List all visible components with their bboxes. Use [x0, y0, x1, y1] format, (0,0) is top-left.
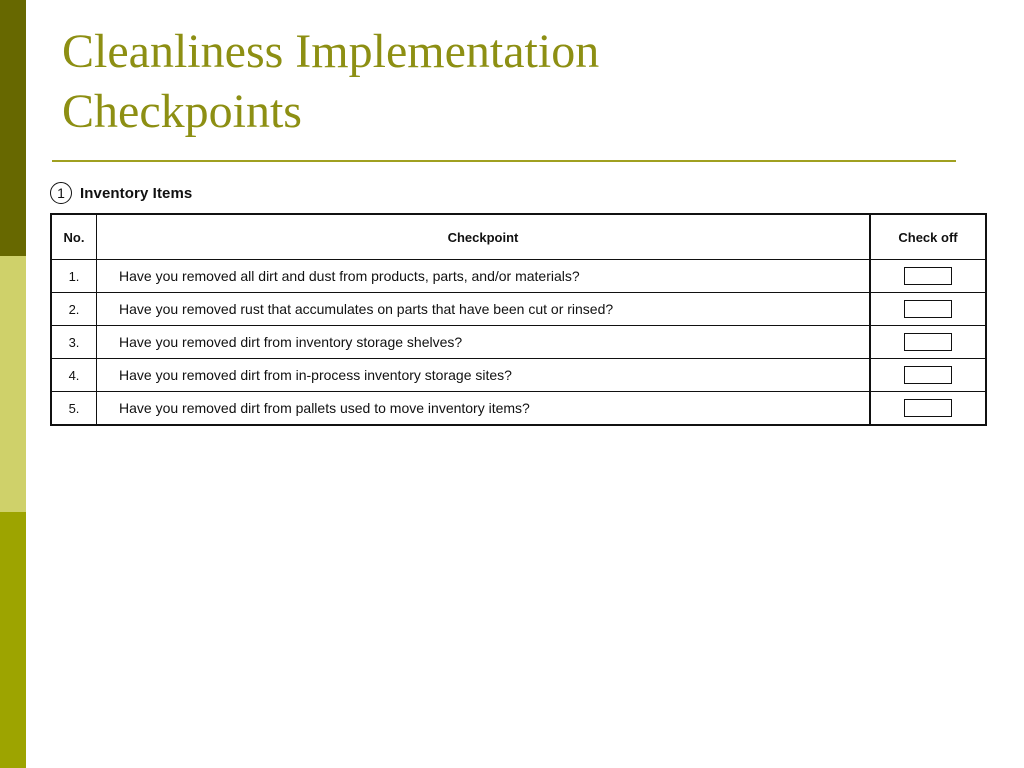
row-number: 5. [51, 392, 97, 426]
row-number: 2. [51, 293, 97, 326]
section-number-badge: 1 [50, 182, 72, 204]
table-row [51, 293, 986, 326]
row-number: 3. [51, 326, 97, 359]
slide-title-line-2: Checkpoints [62, 85, 302, 138]
check-off-cell [870, 260, 986, 293]
row-checkpoint: Have you removed dirt from pallets used to move inventory items? [97, 392, 871, 426]
slide-title [62, 22, 962, 142]
checkpoint-table [50, 213, 987, 426]
check-off-cell [870, 293, 986, 326]
title-divider [52, 160, 956, 162]
header-no: No. [51, 214, 97, 260]
row-checkpoint: Have you removed dirt from inventory storage shelves? [97, 326, 871, 359]
check-off-cell [870, 359, 986, 392]
sidebar-segment-top [0, 0, 26, 256]
check-off-cell [870, 392, 986, 426]
table-row [51, 359, 986, 392]
sidebar-segment-middle [0, 256, 26, 512]
table-row [51, 326, 986, 359]
check-off-box[interactable] [904, 366, 952, 384]
slide-title-line-1: Cleanliness Implementation [62, 25, 600, 78]
header-check-off: Check off [870, 214, 986, 260]
check-off-box[interactable] [904, 300, 952, 318]
row-number: 1. [51, 260, 97, 293]
row-checkpoint: Have you removed rust that accumulates on parts that have been cut or rinsed? [97, 293, 871, 326]
table-header-row [51, 214, 986, 260]
check-off-box[interactable] [904, 399, 952, 417]
table-row [51, 392, 986, 426]
row-number: 4. [51, 359, 97, 392]
section-title: Inventory Items [80, 184, 193, 202]
slide-sidebar [0, 0, 26, 768]
row-checkpoint: Have you removed all dirt and dust from products, parts, and/or materials? [97, 260, 871, 293]
table-row [51, 260, 986, 293]
section-heading [50, 180, 192, 206]
check-off-box[interactable] [904, 333, 952, 351]
sidebar-segment-bottom [0, 512, 26, 768]
header-checkpoint: Checkpoint [97, 214, 871, 260]
row-checkpoint: Have you removed dirt from in-process inventory storage sites? [97, 359, 871, 392]
check-off-box[interactable] [904, 267, 952, 285]
check-off-cell [870, 326, 986, 359]
